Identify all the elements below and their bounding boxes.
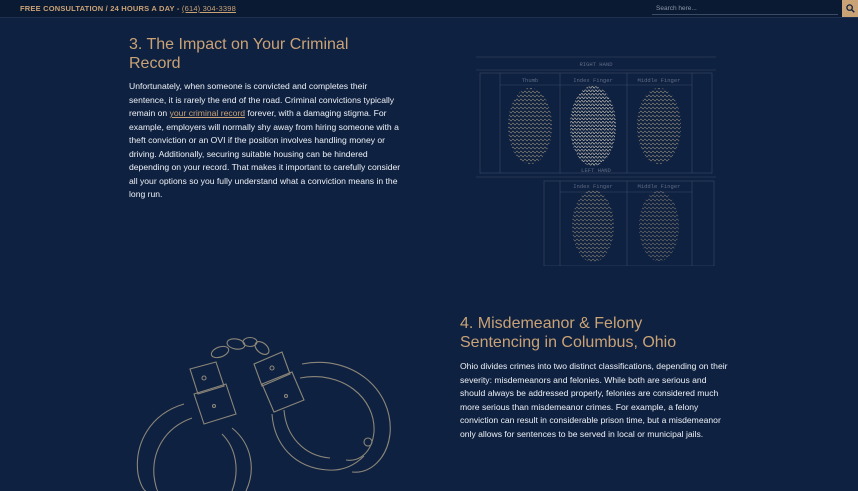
left-middle-finger-label: Middle Finger [637,183,681,190]
handcuffs-illustration [132,334,402,491]
left-cuff [137,362,251,491]
section-4-text: Ohio divides crimes into two distinct classifications, depending on their severity: misdemeanors and felonies. While both are serious and should always be addressed properly, felonies are considered much more serious than misdemeanor crimes. For example, a felony conviction can result in considerable prison time, but a misdemeanor only allows for sentences to be served in local or municipal jails. [460,361,728,439]
section-3-text-end: forever, with a damaging stigma. For example, employers will normally shy away from hiring someone with a theft conviction or an OVI if the position involves handling money or driving. Additionally, securing suitable housing can be hindered depending on your record. That makes it important to carefully consider all your options so you fully understand what a conviction means in the long run. [129,108,401,199]
left-middle-print [639,191,679,261]
section-4-title: 4. Misdemeanor & Felony Sentencing in Columbus, Ohio [460,315,677,351]
criminal-record-link[interactable]: your criminal record [169,108,246,118]
search-icon [846,4,855,13]
section-3-text-start: Unfortunately, when someone is convicted and completes their sentence, it is rarely the end of the road. Criminal convictions typically remain on [129,81,395,118]
middle-finger-label: Middle Finger [637,77,681,84]
search-input[interactable] [652,2,838,15]
fingerprint-card-illustration [476,54,716,266]
right-index-print [570,86,616,166]
chain [210,338,272,360]
index-finger-label: Index Finger [573,77,613,84]
search-form [652,2,842,15]
section-3-text [129,80,401,202]
right-hand-label: RIGHT HAND [579,61,613,68]
right-middle-print [637,88,681,164]
top-bar [0,0,858,18]
left-index-finger-label: Index Finger [573,183,613,190]
right-cuff [254,352,390,472]
search-button[interactable] [842,0,858,17]
left-index-print [572,190,614,262]
left-hand-label: LEFT HAND [581,167,611,174]
consultation-banner [20,4,236,13]
right-thumb-print [508,88,552,164]
section-3-title: 3. The Impact on Your Criminal Record [129,36,349,72]
thumb-label: Thumb [521,77,539,84]
phone-link[interactable]: (614) 304-3398 [181,4,236,13]
consultation-text: FREE CONSULTATION / 24 HOURS A DAY - [20,4,182,13]
